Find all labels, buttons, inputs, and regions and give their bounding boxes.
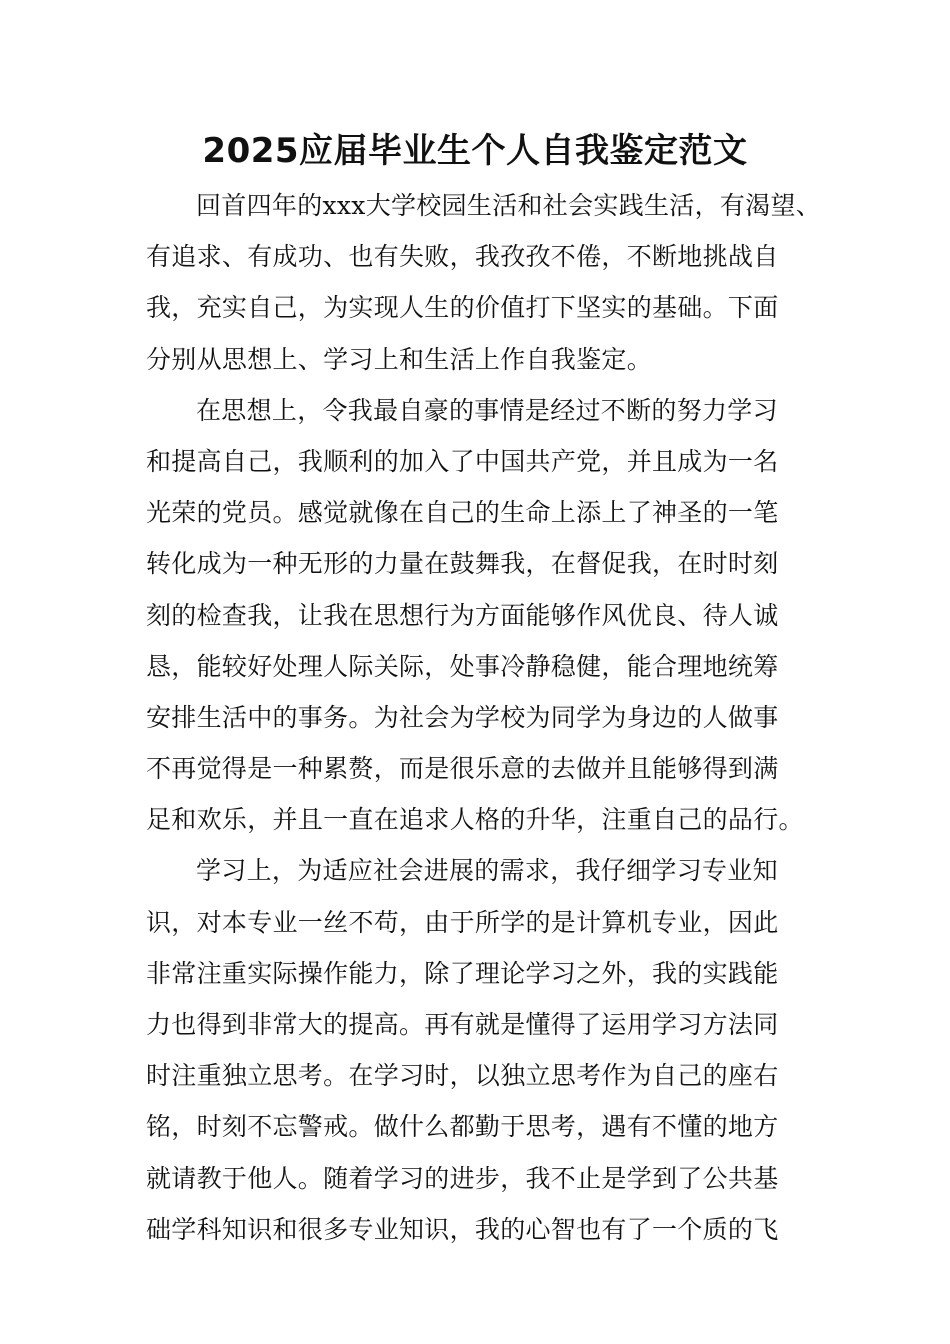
paragraph-3-line-6: 铭，时刻不忘警戒。做什么都勤于思考，遇有不懂的地方 [146,1112,779,1142]
paragraph-1-line-1: 回首四年的xxx大学校园生活和社会实践生活，有渴望、 [196,191,822,220]
paragraph-3-line-4: 力也得到非常大的提高。再有就是懂得了运用学习方法同 [146,1010,779,1039]
paragraph-3-line-2: 识，对本专业一丝不苟，由于所学的是计算机专业，因此 [146,907,779,937]
paragraph-2-line-9: 足和欢乐，并且一直在追求人格的升华，注重自己的品行。 [146,805,804,835]
paragraph-2-line-4: 转化成为一种无形的力量在鼓舞我，在督促我，在时时刻 [146,549,779,579]
document-title: 2025应届毕业生个人自我鉴定范文 [202,131,748,171]
paragraph-2-line-2: 和提高自己，我顺利的加入了中国共产党，并且成为一名 [146,446,779,476]
paragraph-2-line-3: 光荣的党员。感觉就像在自己的生命上添上了神圣的一笔 [146,498,779,528]
paragraph-2-line-7: 安排生活中的事务。为社会为学校为同学为身边的人做事 [146,702,779,732]
paragraph-1-line-2: 有追求、有成功、也有失败，我孜孜不倦，不断地挑战自 [146,242,779,272]
paragraph-3-line-1: 学习上，为适应社会进展的需求，我仔细学习专业知 [196,856,778,886]
paragraph-3-line-8: 础学科知识和很多专业知识，我的心智也有了一个质的飞 [146,1214,779,1244]
paragraph-3-line-5: 时注重独立思考。在学习时，以独立思考作为自己的座右 [146,1061,779,1091]
paragraph-2-line-1: 在思想上，令我最自豪的事情是经过不断的努力学习 [196,395,778,425]
paragraph-2-line-6: 恳，能较好处理人际关际，处事冷静稳健，能合理地统筹 [146,651,779,681]
paragraph-3-line-7: 就请教于他人。随着学习的进步，我不止是学到了公共基 [146,1163,779,1193]
paragraph-1-line-4: 分别从思想上、学习上和生活上作自我鉴定。 [146,344,653,374]
paragraph-3-line-3: 非常注重实际操作能力，除了理论学习之外，我的实践能 [146,958,779,988]
paragraph-2-line-5: 刻的检查我，让我在思想行为方面能够作风优良、待人诚 [146,600,779,630]
document-body [146,180,822,1255]
paragraph-2-line-8: 不再觉得是一种累赘，而是很乐意的去做并且能够得到满 [146,754,779,784]
paragraph-1-line-3: 我，充实自己，为实现人生的价值打下坚实的基础。下面 [146,293,779,323]
